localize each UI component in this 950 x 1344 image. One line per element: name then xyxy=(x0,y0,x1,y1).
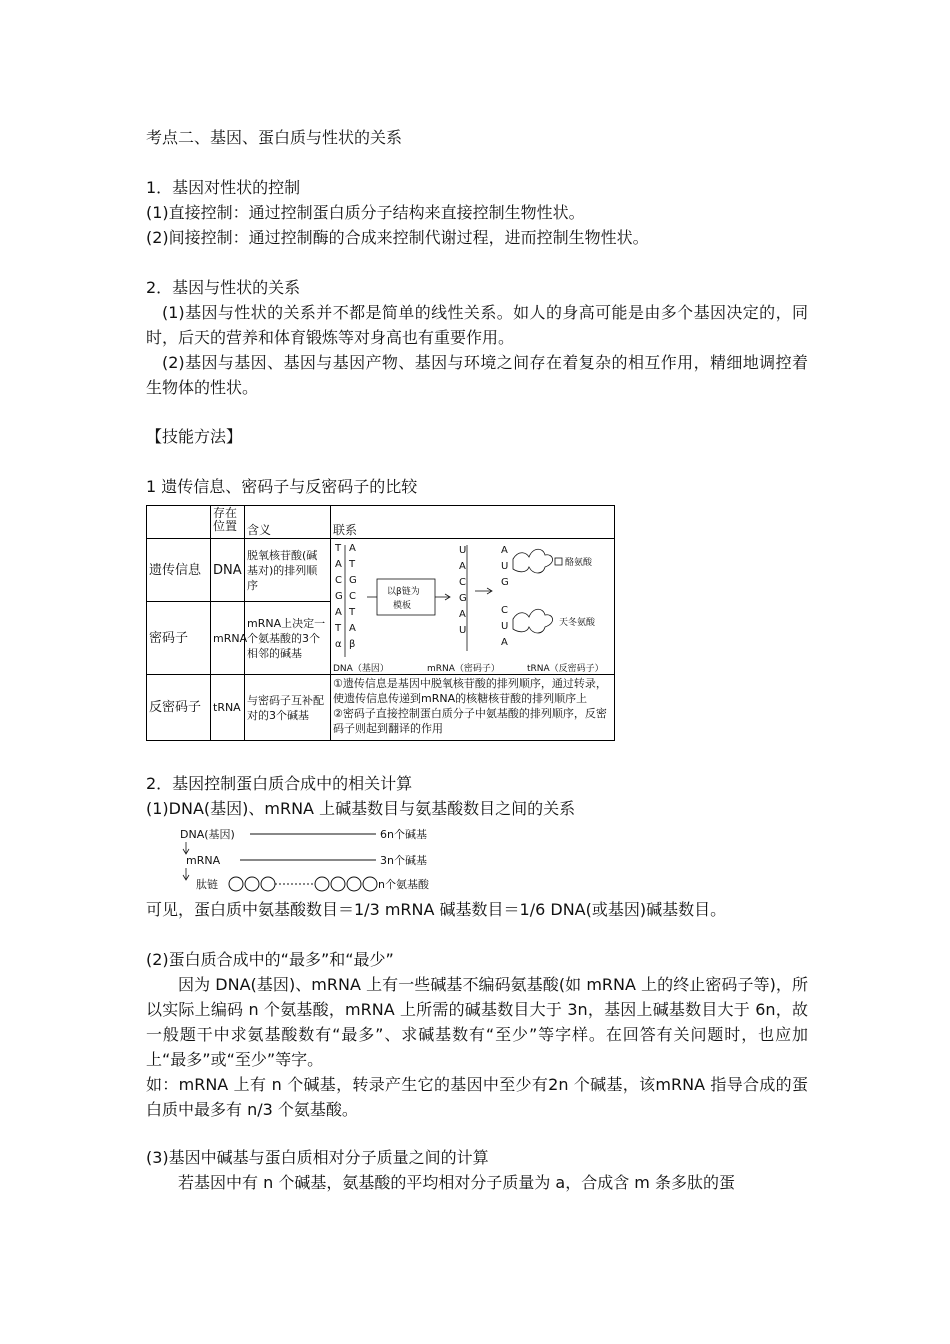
s2-para2: (2)基因与基因、基因与基因产物、基因与环境之间存在着复杂的相互作用，精细地调控着生物体的性状。 xyxy=(146,353,808,397)
header-relation: 联系 xyxy=(331,506,615,539)
base-letter: α xyxy=(335,639,342,650)
skills-heading: 【技能方法】 xyxy=(146,427,243,446)
relation-notes: ①遗传信息是基因中脱氧核苷酸的排列顺序，通过转录，使遗传信息传递到mRNA的核糖核苷酸的排列顺序上 ②密码子直接控制蛋白质分子中氨基酸的排列顺序，反密码子则起到翻译的作用 xyxy=(331,675,615,741)
s1-title: 1．基因对性状的控制 xyxy=(146,178,301,197)
template-label: 以β链为模板 xyxy=(387,587,420,611)
label-dna: DNA（基因） xyxy=(333,664,389,674)
row-meaning: 与密码子互补配对的3个碱基 xyxy=(245,675,331,741)
base-letter: C xyxy=(335,575,342,586)
base-letter: C xyxy=(501,605,508,616)
s2-para1: (1)基因与性状的关系并不都是简单的线性关系。如人的身高可能是由多个基因决定的，同时，后天的营养和体育锻炼等对身高也有重要作用。 xyxy=(146,303,808,347)
row-name: 反密码子 xyxy=(147,675,211,741)
s3-sub3: (3)基因中碱基与蛋白质相对分子质量之间的计算 xyxy=(146,1148,489,1167)
s3-sub2-para: 因为 DNA(基因)、mRNA 上有一些碱基不编码氨基酸(如 mRNA 上的终止密码子等)，所以实际上编码 n 个氨基酸，mRNA 上所需的碱基数目大于 3n，基因上碱基数目大于 6n，故一般题干中求氨基酸数有“最多”、求碱基数有“至少”等字样。在回答有关问题时，也应加上“最多”或“至少”等字。 xyxy=(146,975,808,1069)
base-letter: T xyxy=(335,543,342,554)
dna-left-strand xyxy=(334,543,343,650)
fig-dna-label: DNA(基因) xyxy=(180,828,235,841)
fig-peptide-label: 肽链 xyxy=(196,878,218,891)
conclusion: 可见，蛋白质中氨基酸数目＝1/3 mRNA 碱基数目＝1/6 DNA(或基因)碱基数目。 xyxy=(146,900,727,919)
base-count-figure xyxy=(180,824,438,896)
trna1-anticodon xyxy=(501,545,509,588)
s2-title: 2．基因与性状的关系 xyxy=(146,278,301,297)
trna1-shape xyxy=(513,549,553,573)
amino-acid-1: 酪氨酸 xyxy=(565,558,593,568)
header-location: 存在位置 xyxy=(211,506,245,539)
base-letter: A xyxy=(349,543,356,554)
row-location: DNA xyxy=(211,539,245,602)
base-letter: A xyxy=(459,561,466,572)
base-letter: T xyxy=(349,559,356,570)
s1-line1: (1)直接控制：通过控制蛋白质分子结构来直接控制生物性状。 xyxy=(146,203,585,222)
comparison-table xyxy=(146,505,615,741)
base-letter: G xyxy=(349,575,357,586)
base-letter: A xyxy=(335,559,342,570)
base-letter: U xyxy=(501,621,509,632)
row-name: 遗传信息 xyxy=(147,539,211,602)
trna2-anticodon xyxy=(501,605,508,648)
section-heading: 考点二、基因、蛋白质与性状的关系 xyxy=(146,128,403,147)
header-meaning: 含义 xyxy=(245,506,331,539)
base-letter: G xyxy=(501,577,509,588)
s3-sub2: (2)蛋白质合成中的“最多”和“最少” xyxy=(146,950,394,969)
base-letter: A xyxy=(501,637,508,648)
s3-title: 2．基因控制蛋白质合成中的相关计算 xyxy=(146,774,413,793)
base-letter: A xyxy=(349,623,356,634)
base-letter: A xyxy=(335,607,342,618)
fig-right-2: 3n个碱基 xyxy=(380,854,427,867)
fig-mrna-label: mRNA xyxy=(186,854,221,867)
row-name: 密码子 xyxy=(147,602,211,675)
fig-right-3: n个氨基酸 xyxy=(378,878,429,891)
dna-right-strand xyxy=(348,543,357,650)
base-letter: C xyxy=(349,591,356,602)
label-mrna: mRNA（密码子） xyxy=(427,664,500,674)
trna2-shape xyxy=(513,609,553,633)
mrna-strand xyxy=(459,545,467,636)
row-meaning: mRNA上决定一个氨基酸的3个相邻的碱基 xyxy=(245,602,331,675)
base-letter: A xyxy=(501,545,508,556)
base-letter: U xyxy=(501,561,509,572)
base-letter: β xyxy=(349,639,356,650)
base-letter: G xyxy=(459,593,467,604)
s3-sub1: (1)DNA(基因)、mRNA 上碱基数目与氨基酸数目之间的关系 xyxy=(146,799,576,818)
row-location: mRNA xyxy=(211,602,245,675)
label-trna: tRNA（反密码子） xyxy=(527,664,604,674)
base-letter: G xyxy=(335,591,343,602)
amino-acid-2: 天冬氨酸 xyxy=(559,618,596,628)
base-letter: T xyxy=(349,607,356,618)
fig-right-1: 6n个碱基 xyxy=(380,828,427,841)
s3-sub3-para: 若基因中有 n 个碱基，氨基酸的平均相对分子质量为 a，合成含 m 条多肽的蛋 xyxy=(178,1173,735,1192)
base-letter: U xyxy=(459,625,467,636)
row-meaning: 脱氧核苷酸(碱基对)的排列顺序 xyxy=(245,539,331,602)
header-blank xyxy=(147,506,211,539)
base-letter: C xyxy=(459,577,466,588)
base-letter: A xyxy=(459,609,466,620)
base-letter: U xyxy=(459,545,467,556)
s1-line2: (2)间接控制：通过控制酶的合成来控制代谢过程，进而控制生物性状。 xyxy=(146,228,649,247)
s3-example: 如：mRNA 上有 n 个碱基，转录产生它的基因中至少有2n 个碱基，该mRNA 指导合成的蛋白质中最多有 n/3 个氨基酸。 xyxy=(146,1075,808,1119)
translation-diagram-svg xyxy=(331,539,613,674)
row-location: tRNA xyxy=(211,675,245,741)
table-title: 1 遗传信息、密码子与反密码子的比较 xyxy=(146,477,418,496)
base-letter: T xyxy=(335,623,342,634)
relation-diagram xyxy=(331,539,615,675)
